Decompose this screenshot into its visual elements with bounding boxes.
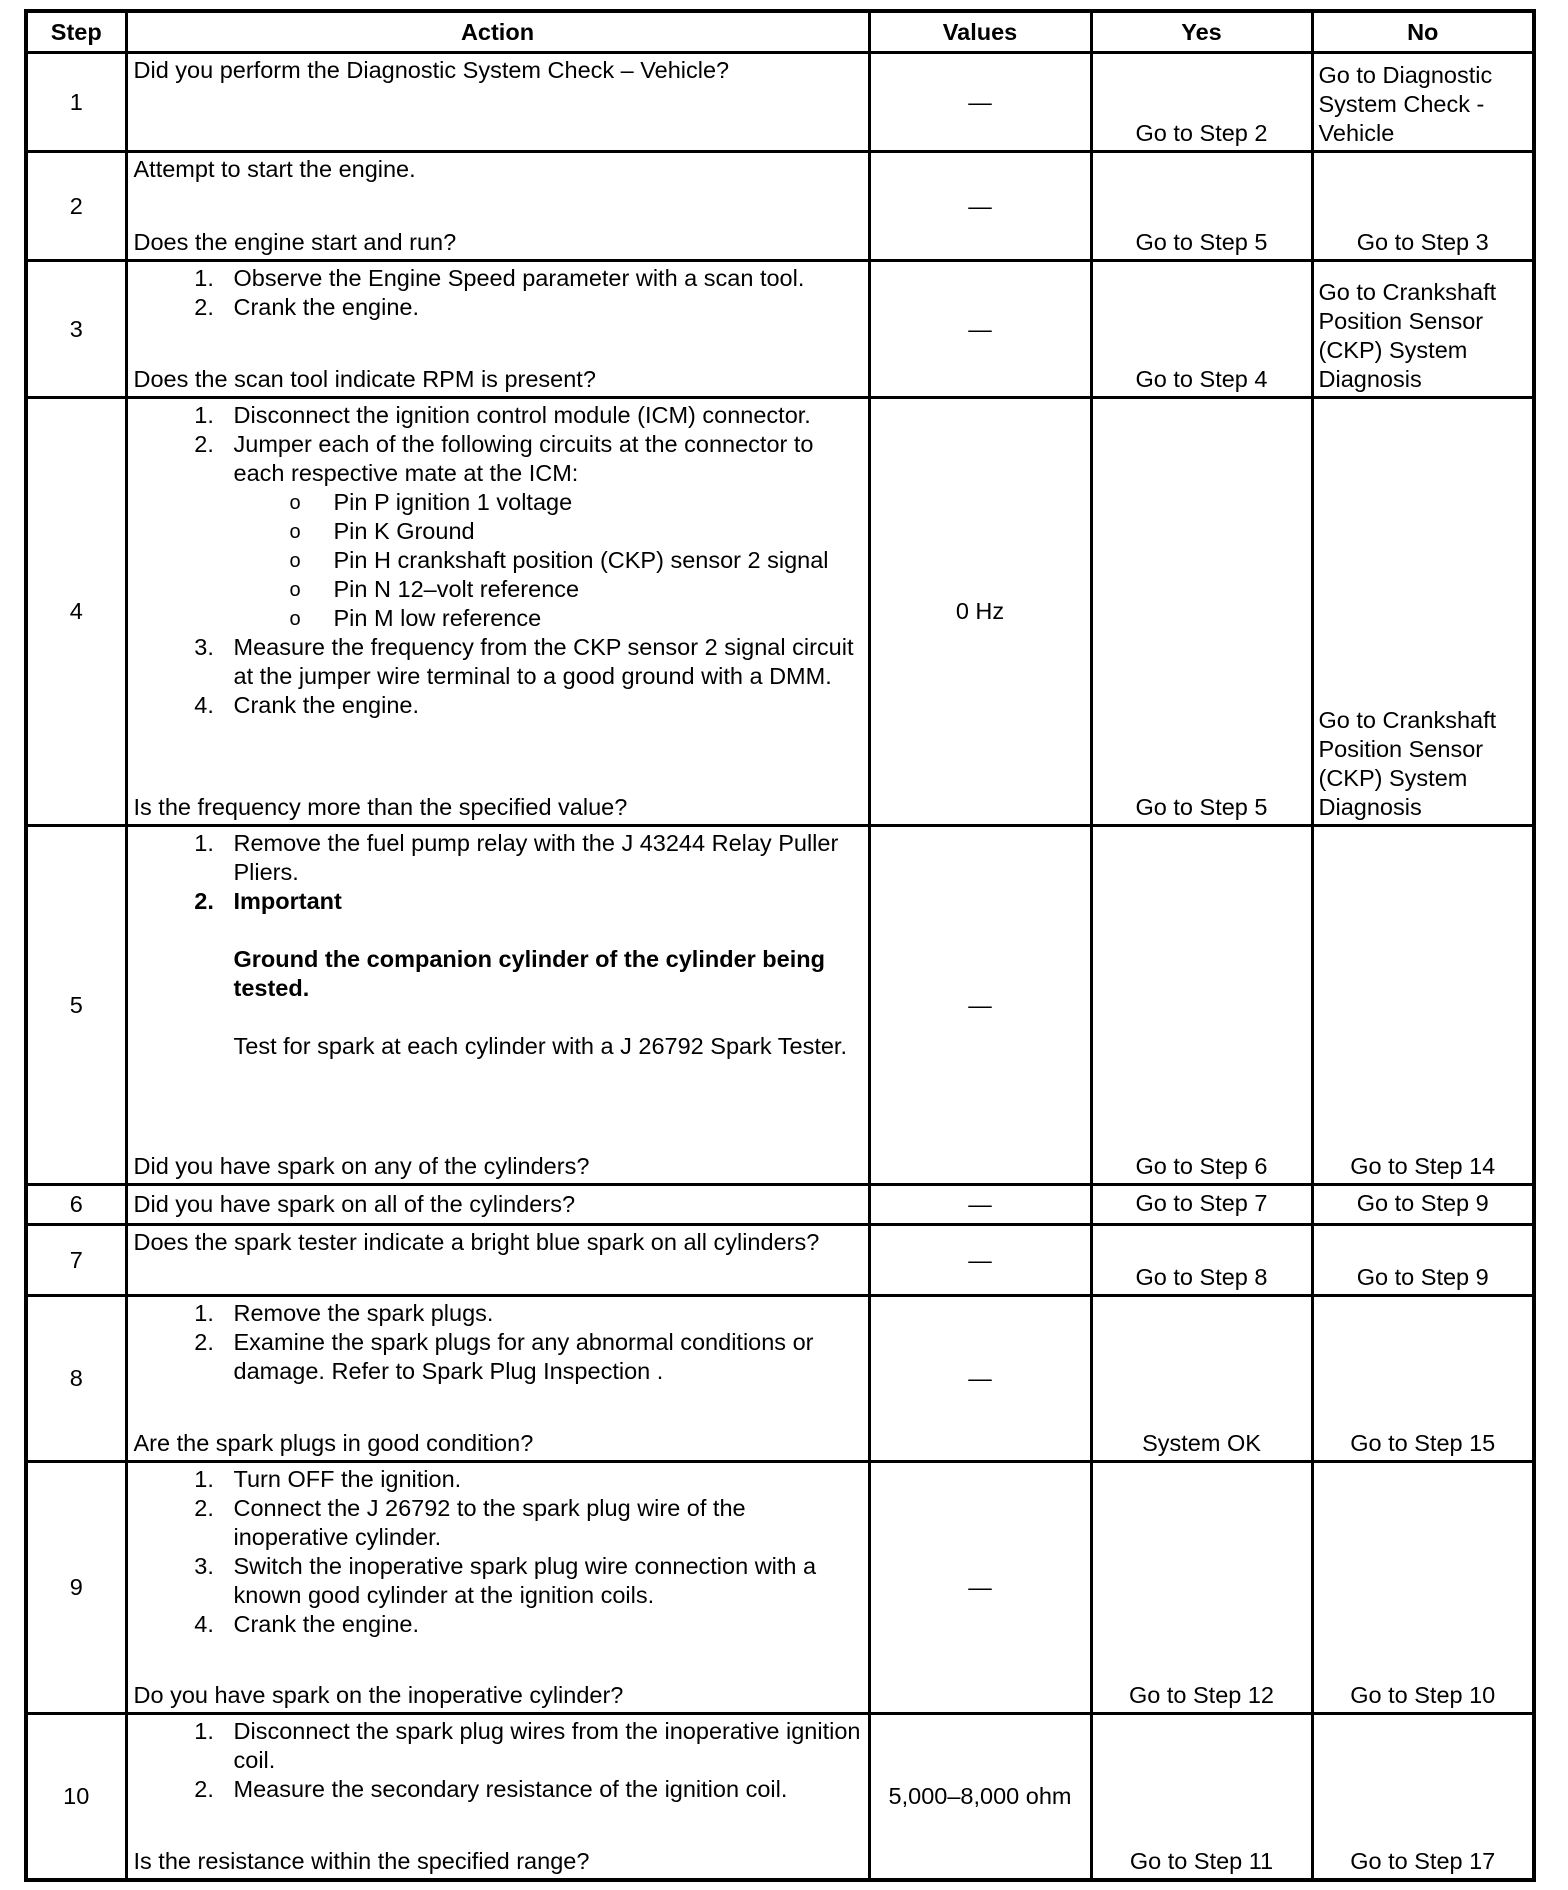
procedure-item: 3. Switch the inoperative spark plug wire connection with a known good cylinder at the ignition coils. bbox=[234, 1552, 862, 1610]
procedure-item: 1. Observe the Engine Speed parameter with a scan tool. bbox=[234, 264, 862, 293]
procedure-item: 3. Measure the frequency from the CKP sensor 2 signal circuit at the jumper wire terminal to a good ground with a DMM. bbox=[234, 633, 862, 691]
step-number: 3 bbox=[26, 261, 126, 398]
step-number: 8 bbox=[26, 1296, 126, 1462]
procedure-item: 2. Examine the spark plugs for any abnormal conditions or damage. Refer to Spark Plug Inspection . bbox=[234, 1328, 862, 1386]
procedure-item: 4. Crank the engine. bbox=[234, 1610, 862, 1639]
header-action: Action bbox=[126, 11, 869, 53]
table-row bbox=[26, 1462, 1534, 1714]
yes-link[interactable]: Go to Step 11 bbox=[1091, 1714, 1312, 1880]
procedure-list bbox=[134, 1465, 862, 1639]
value-cell: 5,000–8,000 ohm bbox=[869, 1714, 1091, 1880]
table-row bbox=[26, 1225, 1534, 1296]
yes-link[interactable]: Go to Step 4 bbox=[1091, 261, 1312, 398]
table-row bbox=[26, 1296, 1534, 1462]
question-text: Is the resistance within the specified range? bbox=[133, 1847, 590, 1874]
no-link[interactable]: Go to Step 10 bbox=[1312, 1462, 1534, 1714]
question-text: Did you perform the Diagnostic System Check – Vehicle? bbox=[133, 57, 730, 83]
value-cell: — bbox=[869, 826, 1091, 1185]
procedure-list bbox=[134, 829, 862, 916]
action-cell bbox=[126, 261, 869, 398]
no-link[interactable]: Go to Step 14 bbox=[1312, 826, 1534, 1185]
step-number: 10 bbox=[26, 1714, 126, 1880]
value-cell: — bbox=[869, 1462, 1091, 1714]
header-yes: Yes bbox=[1091, 11, 1312, 53]
step-number: 1 bbox=[26, 53, 126, 152]
diagnostic-table-page bbox=[24, 9, 1532, 1881]
pin-item: o Pin P ignition 1 voltage bbox=[334, 488, 862, 517]
action-cell bbox=[126, 1714, 869, 1880]
action-cell bbox=[126, 1462, 869, 1714]
table-row bbox=[26, 53, 1534, 152]
no-link[interactable]: Go to Crankshaft Position Sensor (CKP) System Diagnosis bbox=[1312, 261, 1534, 398]
procedure-item-text: Jumper each of the following circuits at the connector to each respective mate at the ICM: bbox=[233, 431, 814, 486]
no-link[interactable]: Go to Diagnostic System Check - Vehicle bbox=[1312, 53, 1534, 152]
step-number: 5 bbox=[26, 826, 126, 1185]
question-text: Did you have spark on any of the cylinders? bbox=[133, 1153, 590, 1179]
table-row bbox=[26, 826, 1534, 1185]
procedure-item: 1. Turn OFF the ignition. bbox=[234, 1465, 862, 1494]
question-text: Are the spark plugs in good condition? bbox=[133, 1430, 534, 1456]
procedure-item: 2. Crank the engine. bbox=[234, 293, 862, 322]
procedure-item: 2. Measure the secondary resistance of the ignition coil. bbox=[234, 1775, 862, 1804]
question-text: Do you have spark on the inoperative cylinder? bbox=[133, 1682, 624, 1708]
procedure-item: 1. Remove the spark plugs. bbox=[234, 1299, 862, 1328]
table-row bbox=[26, 1714, 1534, 1880]
question-text: Does the spark tester indicate a bright blue spark on all cylinders? bbox=[133, 1229, 820, 1255]
no-link[interactable]: Go to Step 9 bbox=[1312, 1225, 1534, 1296]
procedure-item: 1. Disconnect the ignition control module (ICM) connector. bbox=[234, 401, 862, 430]
table-row bbox=[26, 152, 1534, 261]
question-text: Is the frequency more than the specified value? bbox=[133, 794, 628, 820]
diagnostic-table bbox=[24, 9, 1536, 1882]
action-cell bbox=[126, 1296, 869, 1462]
yes-link[interactable]: Go to Step 7 bbox=[1091, 1185, 1312, 1225]
value-cell: 0 Hz bbox=[869, 398, 1091, 826]
action-cell bbox=[126, 152, 869, 261]
procedure-list bbox=[134, 264, 862, 322]
yes-link[interactable]: Go to Step 12 bbox=[1091, 1462, 1312, 1714]
procedure-item: 1. Remove the fuel pump relay with the J 43244 Relay Puller Pliers. bbox=[234, 829, 862, 887]
action-cell bbox=[126, 1185, 869, 1225]
important-note: Ground the companion cylinder of the cylinder being tested. bbox=[233, 946, 825, 1001]
yes-link[interactable]: Go to Step 5 bbox=[1091, 398, 1312, 826]
header-no: No bbox=[1312, 11, 1534, 53]
pin-item: o Pin M low reference bbox=[334, 604, 862, 633]
yes-link[interactable]: System OK bbox=[1091, 1296, 1312, 1462]
no-link[interactable]: Go to Step 15 bbox=[1312, 1296, 1534, 1462]
value-cell: — bbox=[869, 152, 1091, 261]
procedure-list bbox=[134, 1717, 862, 1804]
header-values: Values bbox=[869, 11, 1091, 53]
table-row bbox=[26, 1185, 1534, 1225]
value-cell: — bbox=[869, 53, 1091, 152]
procedure-item bbox=[234, 430, 862, 633]
important-label: 2. Important bbox=[234, 887, 862, 916]
question-text: Does the scan tool indicate RPM is present? bbox=[133, 366, 596, 392]
table-row bbox=[26, 398, 1534, 826]
no-link[interactable]: Go to Step 3 bbox=[1312, 152, 1534, 261]
procedure-item: 1. Disconnect the spark plug wires from the inoperative ignition coil. bbox=[234, 1717, 862, 1775]
no-link[interactable]: Go to Step 17 bbox=[1312, 1714, 1534, 1880]
step-number: 9 bbox=[26, 1462, 126, 1714]
yes-link[interactable]: Go to Step 6 bbox=[1091, 826, 1312, 1185]
value-cell: — bbox=[869, 1296, 1091, 1462]
action-cell bbox=[126, 826, 869, 1185]
procedure-list bbox=[134, 401, 862, 720]
test-text: Test for spark at each cylinder with a J 26792 Spark Tester. bbox=[233, 1033, 847, 1059]
pin-item: o Pin K Ground bbox=[334, 517, 862, 546]
question-text: Does the engine start and run? bbox=[133, 229, 457, 255]
action-cell bbox=[126, 53, 869, 152]
header-step: Step bbox=[26, 11, 126, 53]
value-cell: — bbox=[869, 1185, 1091, 1225]
step-number: 6 bbox=[26, 1185, 126, 1225]
value-cell: — bbox=[869, 1225, 1091, 1296]
pin-list bbox=[234, 488, 862, 633]
step-number: 4 bbox=[26, 398, 126, 826]
procedure-item: 2. Connect the J 26792 to the spark plug wire of the inoperative cylinder. bbox=[234, 1494, 862, 1552]
action-cell bbox=[126, 1225, 869, 1296]
intro-text: Attempt to start the engine. bbox=[133, 156, 416, 182]
yes-link[interactable]: Go to Step 5 bbox=[1091, 152, 1312, 261]
header-row bbox=[26, 11, 1534, 53]
step-number: 7 bbox=[26, 1225, 126, 1296]
yes-link[interactable]: Go to Step 2 bbox=[1091, 53, 1312, 152]
value-cell: — bbox=[869, 261, 1091, 398]
no-link[interactable]: Go to Crankshaft Position Sensor (CKP) System Diagnosis bbox=[1312, 398, 1534, 826]
pin-item: o Pin N 12–volt reference bbox=[334, 575, 862, 604]
table-row bbox=[26, 261, 1534, 398]
procedure-list bbox=[134, 1299, 862, 1386]
no-link[interactable]: Go to Step 9 bbox=[1312, 1185, 1534, 1225]
action-cell bbox=[126, 398, 869, 826]
question-text: Did you have spark on all of the cylinders? bbox=[133, 1191, 576, 1217]
pin-item: o Pin H crankshaft position (CKP) sensor 2 signal bbox=[334, 546, 862, 575]
procedure-item: 4. Crank the engine. bbox=[234, 691, 862, 720]
yes-link[interactable]: Go to Step 8 bbox=[1091, 1225, 1312, 1296]
step-number: 2 bbox=[26, 152, 126, 261]
